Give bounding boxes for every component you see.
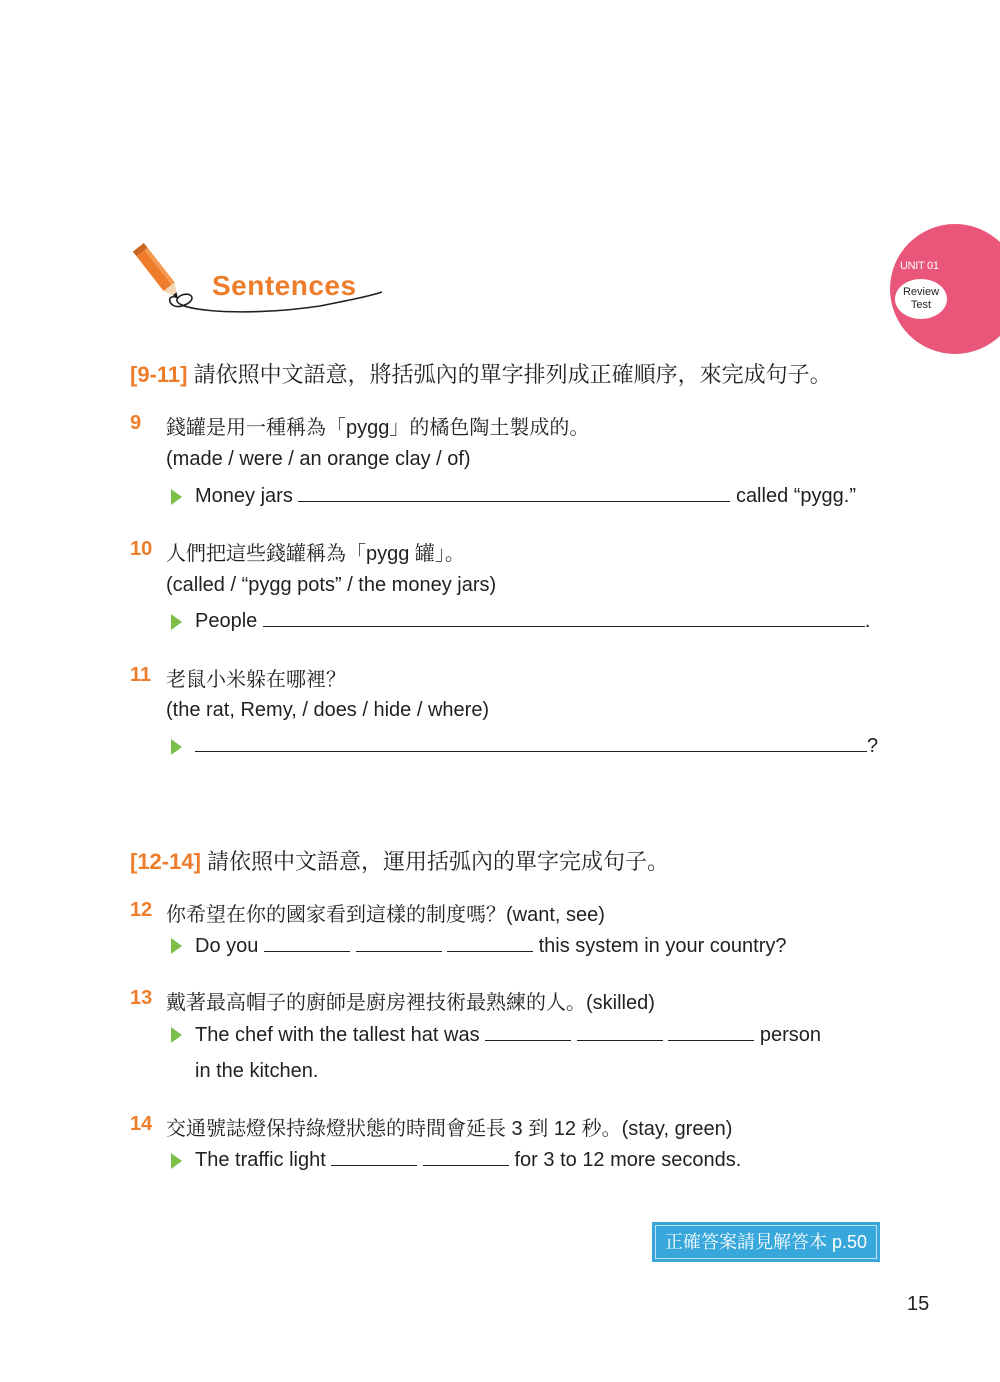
- answer-reference-note: 正確答案請見解答本 p.50: [652, 1222, 880, 1262]
- answer-line: [195, 485, 856, 508]
- answer-blank[interactable]: [423, 1149, 509, 1166]
- page-number: 15: [907, 1293, 930, 1315]
- answer-suffix: called “pygg.”: [735, 485, 856, 507]
- section2-range: [12-14]: [130, 849, 201, 874]
- arrow-bullet-icon: [171, 1027, 182, 1043]
- answer-blank[interactable]: [447, 935, 533, 952]
- answer-suffix: ?: [867, 735, 879, 757]
- arrow-bullet-icon: [171, 614, 182, 630]
- question-chinese: 老鼠小米躲在哪裡？: [166, 669, 346, 691]
- section1-heading: [130, 358, 832, 389]
- section-title: Sentences: [212, 270, 357, 301]
- answer-line: [195, 935, 787, 958]
- section2-heading: [130, 845, 669, 876]
- question-chinese: 你希望在你的國家看到這樣的制度嗎？(want, see): [166, 904, 605, 926]
- review-test-badge: [895, 279, 947, 319]
- question-words: (called / “pygg pots” / the money jars): [166, 574, 497, 596]
- question-chinese: 戴著最高帽子的廚師是廚房裡技術最熟練的人。(skilled): [166, 992, 655, 1014]
- question-chinese: 人們把這些錢罐稱為「pygg 罐」。: [166, 543, 465, 565]
- question-number: 12: [130, 899, 153, 921]
- question-number: 11: [130, 664, 152, 686]
- arrow-bullet-icon: [171, 1153, 182, 1169]
- answer-continuation: in the kitchen.: [195, 1060, 319, 1082]
- answer-line: [195, 1149, 741, 1172]
- answer-prefix: The chef with the tallest hat was: [195, 1024, 480, 1046]
- answer-blank[interactable]: [298, 485, 730, 502]
- answer-prefix: Money jars: [195, 485, 293, 507]
- answer-blank[interactable]: [668, 1024, 754, 1041]
- answer-prefix: The traffic light: [195, 1149, 326, 1171]
- answer-blank[interactable]: [485, 1024, 571, 1041]
- answer-blank[interactable]: [356, 935, 442, 952]
- question-number: 9: [130, 412, 142, 434]
- question-words: (made / were / an orange clay / of): [166, 448, 471, 470]
- unit-label: UNIT 01: [900, 260, 939, 272]
- answer-suffix: this system in your country?: [538, 935, 787, 957]
- question-words: (the rat, Remy, / does / hide / where): [166, 699, 490, 721]
- answer-suffix: person: [759, 1024, 821, 1046]
- answer-suffix: .: [864, 610, 871, 632]
- section1-range: [9-11]: [130, 362, 188, 387]
- section2-instruction: 請依照中文語意，運用括弧內的單字完成句子。: [207, 849, 670, 874]
- arrow-bullet-icon: [171, 739, 182, 755]
- badge-line1: Review: [902, 286, 940, 298]
- answer-prefix: Do you: [195, 935, 259, 957]
- answer-blank[interactable]: [195, 735, 867, 752]
- badge-line2: Test: [910, 299, 932, 311]
- question-chinese: 交通號誌燈保持綠燈狀態的時間會延長 3 到 12 秒。(stay, green): [166, 1118, 733, 1140]
- answer-suffix: for 3 to 12 more seconds.: [514, 1149, 742, 1171]
- answer-prefix: People: [195, 610, 258, 632]
- question-chinese: 錢罐是用一種稱為「pygg」的橘色陶土製成的。: [166, 417, 590, 439]
- answer-line: [195, 610, 870, 633]
- section1-instruction: 請依照中文語意，將括弧內的單字排列成正確順序，來完成句子。: [193, 362, 832, 387]
- answer-line: [195, 735, 878, 758]
- question-number: 14: [130, 1113, 153, 1135]
- answer-line: [195, 1024, 821, 1047]
- answer-blank[interactable]: [263, 610, 865, 627]
- question-number: 13: [130, 987, 153, 1009]
- answer-blank[interactable]: [331, 1149, 417, 1166]
- arrow-bullet-icon: [171, 938, 182, 954]
- answer-blank[interactable]: [264, 935, 350, 952]
- question-number: 10: [130, 538, 153, 560]
- answer-blank[interactable]: [577, 1024, 663, 1041]
- arrow-bullet-icon: [171, 489, 182, 505]
